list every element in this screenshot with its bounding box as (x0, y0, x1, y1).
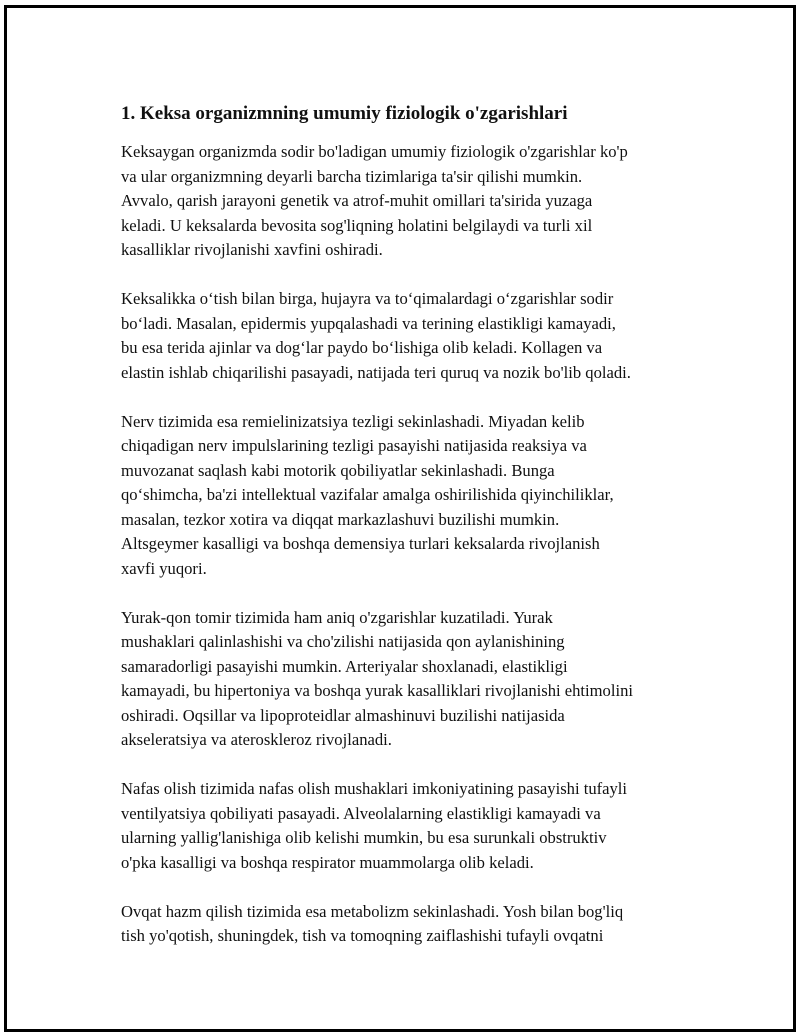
paragraph (121, 900, 701, 949)
text-line: keladi. U keksalarda bevosita sog'liqning holatini belgilaydi va turli xil (121, 215, 593, 235)
text-line: bo‘ladi. Masalan, epidermis yupqalashadi va terining elastikligi kamayadi, (121, 313, 616, 333)
text-line: qo‘shimcha, ba'zi intellektual vazifalar amalga oshirilishida qiyinchiliklar, (121, 485, 614, 504)
text-line: Keksaygan organizmda sodir bo'ladigan umumiy fiziologik o'zgarishlar ko'p (121, 142, 628, 161)
text-line: masalan, tezkor xotira va diqqat markazlashuvi buzilishi mumkin. (121, 509, 560, 529)
text-line: Altsgeymer kasalligi va boshqa demensiya turlari keksalarda rivojlanish (121, 534, 600, 553)
section-heading: 1. Keksa organizmning umumiy fiziologik o'zgarishlari (121, 103, 568, 124)
paragraph (121, 410, 701, 582)
text-line: o'pka kasalligi va boshqa respirator muammolarga olib keladi. (121, 852, 534, 872)
document-body (121, 100, 701, 973)
text-line: elastin ishlab chiqarilishi pasayadi, natijada teri quruq va nozik bo'lib qoladi. (121, 362, 631, 382)
paragraph (121, 777, 701, 875)
paragraph (121, 287, 701, 385)
text-line: Nafas olish tizimida nafas olish mushaklari imkoniyatining pasayishi tufayli (121, 779, 628, 798)
text-line: xavfi yuqori. (121, 558, 207, 578)
text-line: muvozanat saqlash kabi motorik qobiliyatlar sekinlashadi. Bunga (121, 460, 555, 480)
text-line: chiqadigan nerv impulslarining tezligi pasayishi natijasida reaksiya va (121, 436, 587, 455)
text-line: Ovqat hazm qilish tizimida esa metabolizm sekinlashadi. Yosh bilan bog'liq (121, 901, 624, 921)
text-line: tish yo'qotish, shuningdek, tish va tomoqning zaiflashishi tufayli ovqatni (121, 926, 604, 945)
text-line: Keksalikka o‘tish bilan birga, hujayra va to‘qimalardagi o‘zgarishlar sodir (121, 289, 614, 308)
text-line: bu esa terida ajinlar va dog‘lar paydo bo‘lishiga olib keladi. Kollagen va (121, 338, 603, 357)
text-line: va ular organizmning deyarli barcha tizimlariga ta'sir qilishi mumkin. (121, 166, 583, 186)
text-line: mushaklari qalinlashishi va cho'zilishi natijasida qon aylanishining (121, 632, 565, 651)
text-line: ularning yallig'lanishiga olib kelishi mumkin, bu esa surunkali obstruktiv (121, 828, 607, 847)
text-line: Avvalo, qarish jarayoni genetik va atrof-muhit omillari ta'sirida yuzaga (121, 191, 593, 210)
text-line: samaradorligi pasayishi mumkin. Arteriyalar shoxlanadi, elastikligi (121, 656, 568, 676)
text-line: Yurak-qon tomir tizimida ham aniq o'zgarishlar kuzatiladi. Yurak (121, 607, 553, 627)
text-line: akseleratsiya va ateroskleroz rivojlanadi. (121, 730, 392, 749)
paragraph (121, 140, 701, 263)
page-frame (4, 5, 796, 1032)
text-line: oshiradi. Oqsillar va lipoproteidlar almashinuvi buzilishi natijasida (121, 705, 565, 725)
text-line: kasalliklar rivojlanishi xavfini oshiradi. (121, 240, 383, 259)
text-line: Nerv tizimida esa remielinizatsiya tezligi sekinlashadi. Miyadan kelib (121, 411, 585, 431)
text-line: kamayadi, bu hipertoniya va boshqa yurak kasalliklari rivojlanishi ehtimolini (121, 681, 633, 700)
paragraph (121, 606, 701, 753)
text-line: ventilyatsiya qobiliyati pasayadi. Alveolalarning elastikligi kamayadi va (121, 803, 601, 823)
